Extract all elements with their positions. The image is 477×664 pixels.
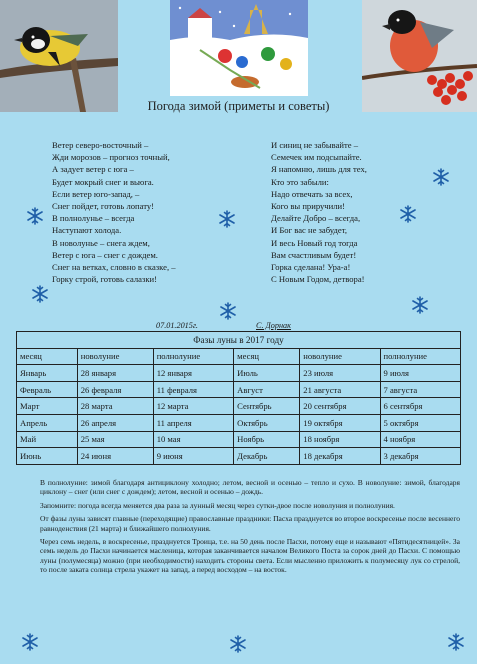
table-cell: Август [234, 381, 300, 398]
table-cell: Апрель [17, 414, 78, 431]
poem-line: Снег пойдет, готовь лопату! [52, 201, 155, 212]
poem-right-column [271, 139, 461, 285]
note-paragraph: Через семь недель, в воскресенье, празднуется Троица, т.е. на 50 день после Пасхи, потому еще и называют «Пятидесятницей». За семь недель до Пасхи начинается масленица, которая заканчивается началом Великого Поста за сорок дней до Пасхи. С помощью луны (полумесяца) можно (при необходимости) находить стороны света. Если мысленно приложить к полумесяцу лук со стрелой, то после заката солнца стрела укажет на запад, а перед восходом – на восток. [40, 537, 460, 575]
poem-line: Вам счастливым будет! [271, 249, 357, 260]
table-row [17, 365, 461, 382]
table-row [17, 414, 461, 431]
great-tit-bird-picture [0, 0, 118, 112]
notes-section [40, 478, 460, 579]
table-cell: 28 марта [77, 398, 153, 415]
table-cell: 18 ноября [300, 431, 380, 448]
poem-line: Надо отвечать за всех, [271, 188, 353, 199]
poem-line: Кто это забыли: [271, 176, 329, 187]
poem-line: Ветер с юга – снег с дождем. [52, 249, 158, 260]
snowflake-icon [31, 285, 49, 303]
table-cell: Январь [17, 365, 78, 382]
table-cell: 20 сентября [300, 398, 380, 415]
signature-author: С. Дорнак [256, 321, 291, 330]
table-header-row [17, 348, 461, 365]
table-cell: Декабрь [234, 448, 300, 465]
note-paragraph: Запомните: погода всегда меняется два раза за лунный месяц через сутки-двое после новолуния и полнолуния. [40, 500, 395, 510]
note-paragraph: От фазы луны зависят главные (переходящие) православные праздники: Пасха празднуется во второе воскресенье после весеннего равноденствия (21 марта) и ближайшего полнолуния. [40, 514, 460, 533]
table-cell: Июнь [17, 448, 78, 465]
table-cell: 9 июля [380, 365, 461, 382]
column-header: новолуние [300, 348, 380, 365]
signature-date: 07.01.2015г. [156, 321, 198, 330]
snowflake-icon [26, 207, 44, 225]
table-cell: 24 июня [77, 448, 153, 465]
table-cell: 21 августа [300, 381, 380, 398]
table-cell: 12 января [153, 365, 233, 382]
table-cell: Февраль [17, 381, 78, 398]
table-cell: Сентябрь [234, 398, 300, 415]
poem-line: В полнолунье – всегда [52, 213, 135, 224]
poem-line: В новолунье – снега ждем, [52, 237, 150, 248]
poem-line: Горка сделана! Ура-а! [271, 262, 351, 273]
poem-line: А задует ветер с юга – [52, 164, 134, 175]
table-row [17, 431, 461, 448]
bullfinch-bird-picture [362, 0, 477, 112]
poem-line: Я напомню, лишь для тех, [271, 164, 367, 175]
table-cell: 19 октября [300, 414, 380, 431]
table-caption-row [17, 332, 461, 349]
table-cell: 7 августа [380, 381, 461, 398]
poem-line: Кого вы приручили! [271, 201, 345, 212]
poem-line: Жди морозов – прогноз точный, [52, 152, 170, 163]
poem-line: Делайте Добро – всегда, [271, 213, 361, 224]
table-cell: 26 апреля [77, 414, 153, 431]
table-cell: Октябрь [234, 414, 300, 431]
table-cell: 25 мая [77, 431, 153, 448]
table-cell: 9 июня [153, 448, 233, 465]
table-cell: Ноябрь [234, 431, 300, 448]
table-row [17, 398, 461, 415]
snowflake-icon [218, 210, 236, 228]
column-header: новолуние [77, 348, 153, 365]
page-title: Погода зимой (приметы и советы) [147, 99, 330, 113]
column-header: месяц [17, 348, 78, 365]
snowflake-icon [399, 205, 417, 223]
table-row [17, 381, 461, 398]
poem-line: С Новым Годом, детвора! [271, 274, 365, 285]
poem-line: Снег на ветках, словно в сказке, – [52, 262, 176, 273]
table-cell: Июль [234, 365, 300, 382]
table-cell: 10 мая [153, 431, 233, 448]
poem-line: Ветер северо-восточный – [52, 140, 149, 150]
table-cell: 18 декабря [300, 448, 380, 465]
column-header: полнолуние [380, 348, 461, 365]
table-cell: Март [17, 398, 78, 415]
poem-line: Если ветер юго-запад, – [52, 188, 140, 199]
snowflake-icon [21, 633, 39, 651]
winter-children-picture [170, 0, 308, 96]
note-paragraph: В полнолуние: зимой благодаря антициклону холодно; летом, весной и осенью – тепло и сухо. В новолуние: зимой, благодаря циклону – снег (или снег с дождем); летом, весной и осенью – дождь. [40, 478, 460, 497]
table-cell: 11 апреля [153, 414, 233, 431]
table-cell: 28 января [77, 365, 153, 382]
table-cell: Май [17, 431, 78, 448]
poem-line: Будет мокрый снег и вьюга. [52, 176, 154, 187]
table-cell: 6 сентября [380, 398, 461, 415]
table-cell: 4 ноября [380, 431, 461, 448]
poem-line: Семечек им подсыпайте. [271, 152, 362, 163]
poem-line: И весь Новый год тогда [271, 237, 358, 248]
poem-line: И Бог вас не забудет, [271, 225, 347, 236]
column-header: полнолуние [153, 348, 233, 365]
table-caption: Фазы луны в 2017 году [17, 332, 461, 349]
table-cell: 3 декабря [380, 448, 461, 465]
table-cell: 12 марта [153, 398, 233, 415]
poem-line: Горку строй, готовь салазки! [52, 274, 157, 285]
snowflake-icon [432, 168, 450, 186]
column-header: месяц [234, 348, 300, 365]
moon-phases-table [16, 331, 461, 465]
snowflake-icon [219, 302, 237, 320]
snowflake-icon [229, 635, 247, 653]
table-row [17, 448, 461, 465]
table-cell: 5 октября [380, 414, 461, 431]
table-cell: 26 февраля [77, 381, 153, 398]
poem-line: И синиц не забывайте – [271, 140, 359, 150]
snowflake-icon [411, 296, 429, 314]
table-cell: 23 июля [300, 365, 380, 382]
poem-line: Наступают холода. [52, 225, 122, 236]
snowflake-icon [447, 633, 465, 651]
table-cell: 11 февраля [153, 381, 233, 398]
